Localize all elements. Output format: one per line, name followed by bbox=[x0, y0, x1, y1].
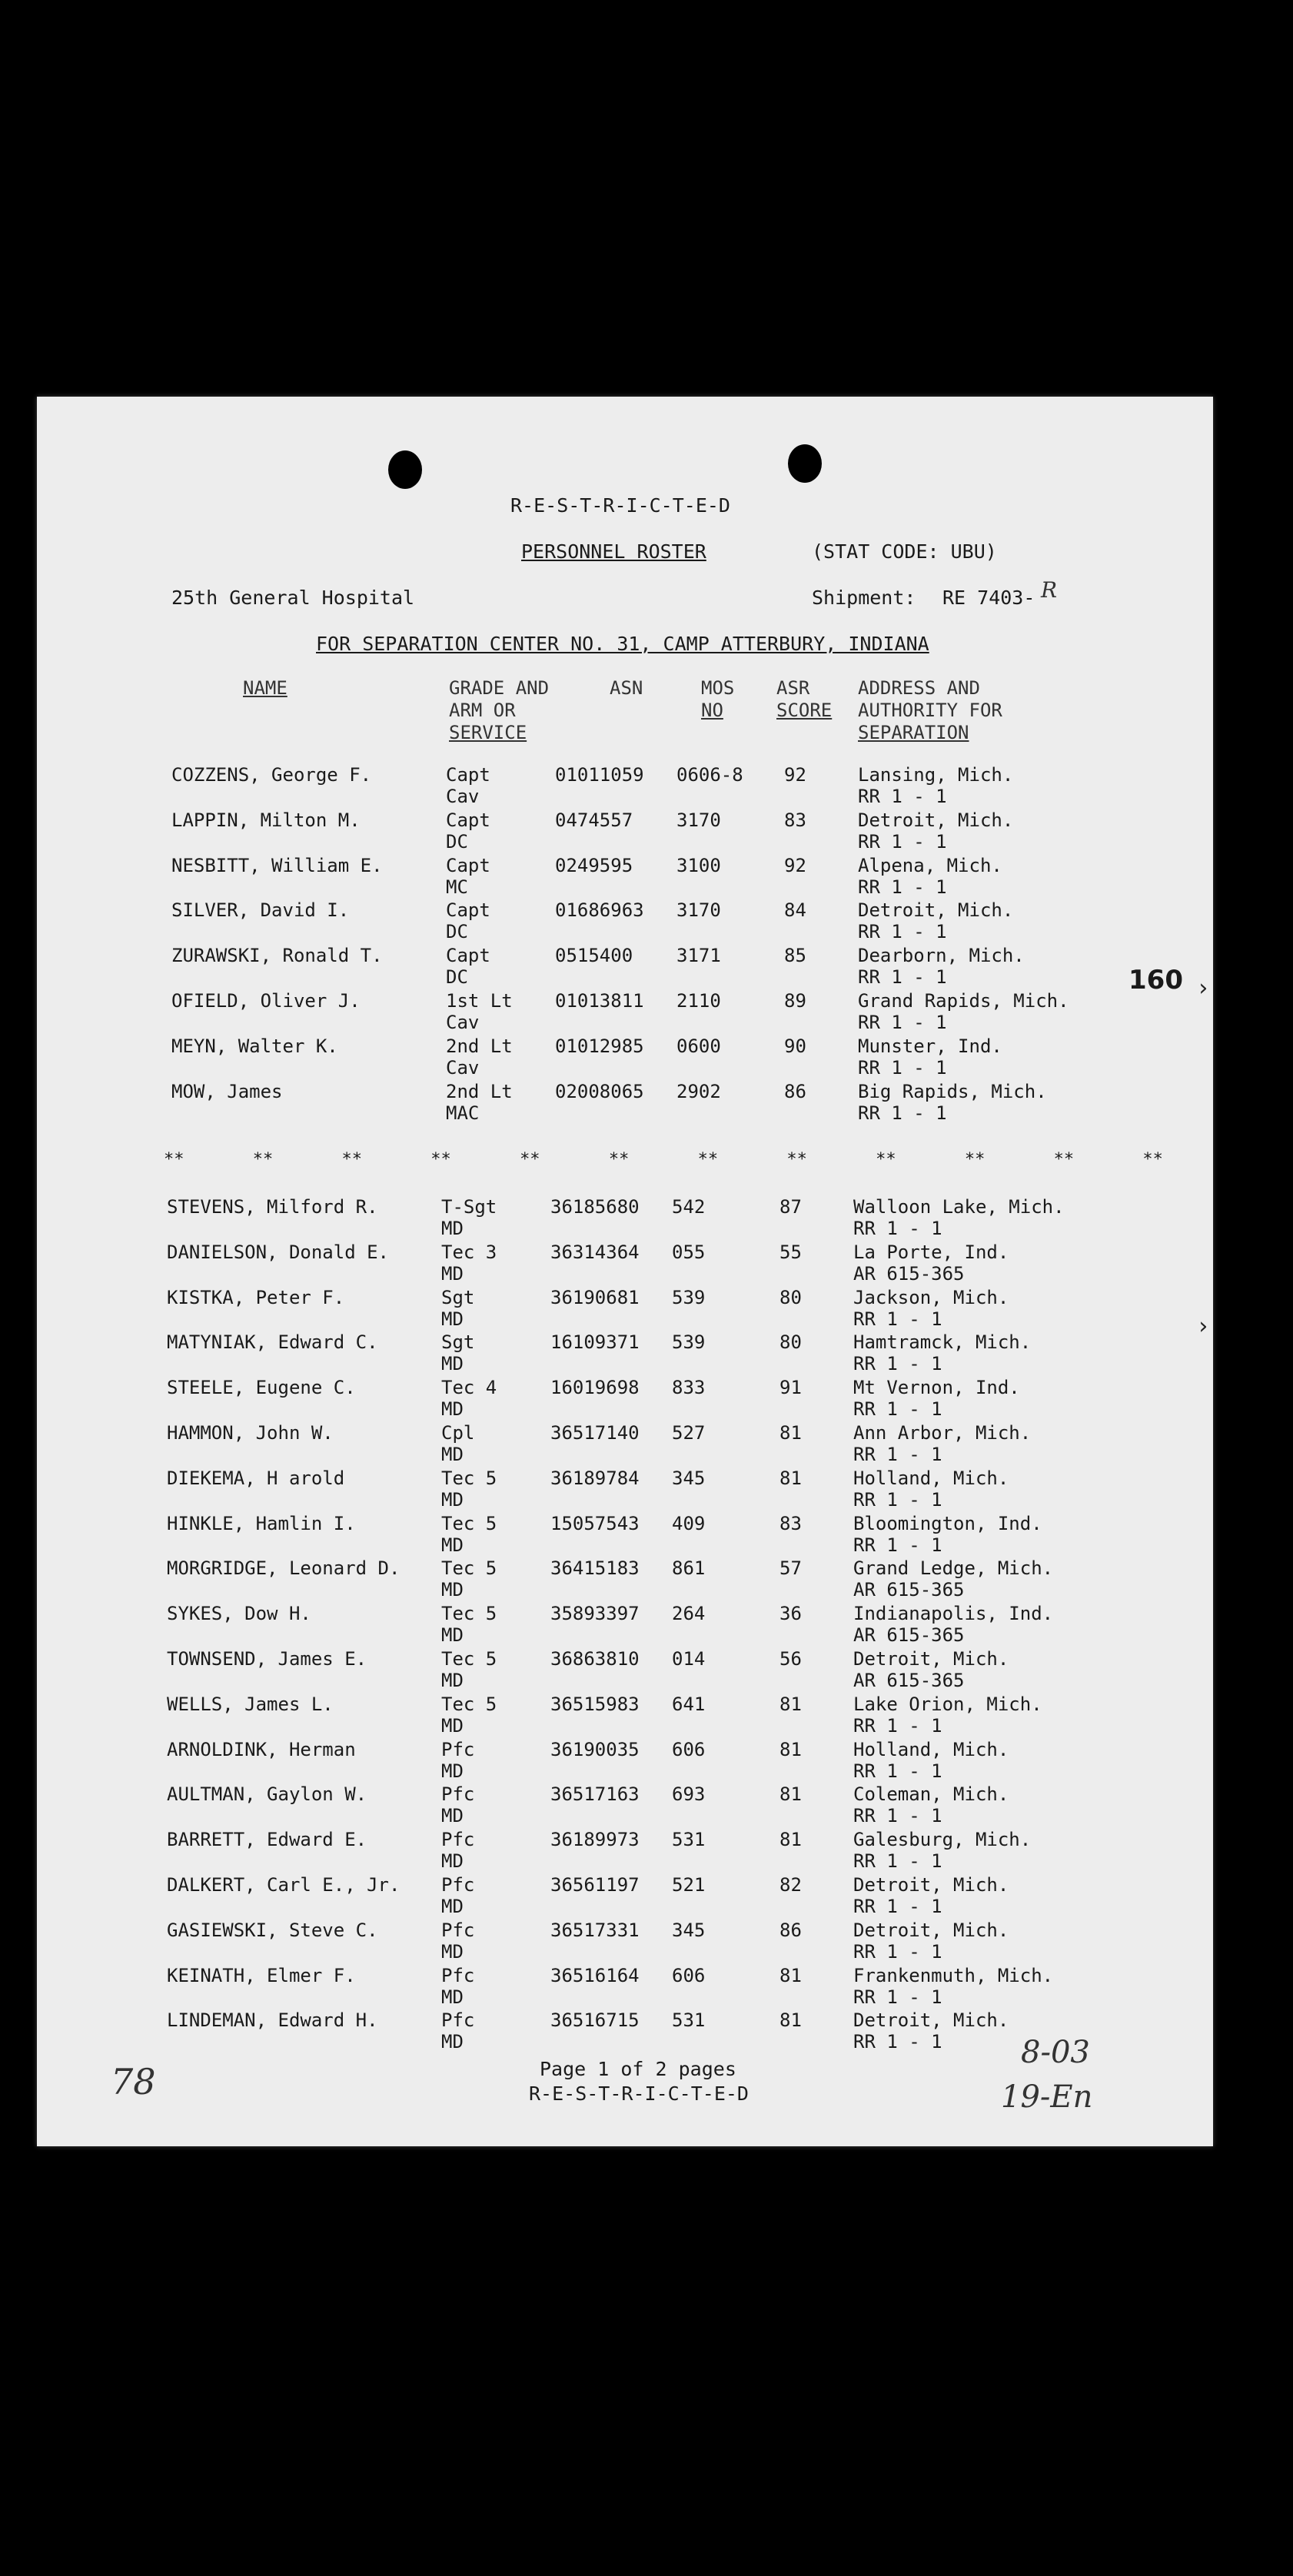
asn: 01011059 bbox=[555, 764, 644, 786]
roster-row bbox=[37, 990, 1213, 1033]
person-name: ZURAWSKI, Ronald T. bbox=[171, 945, 383, 967]
asn: 0515400 bbox=[555, 945, 633, 967]
handwritten-right-1: 8-03 bbox=[1021, 2035, 1090, 2070]
arm-of-service: MD bbox=[441, 1986, 464, 2008]
grade: Pfc bbox=[441, 2009, 475, 2032]
separator-mark: ** bbox=[341, 1150, 363, 1169]
asr-score: 92 bbox=[784, 854, 806, 876]
asr-score: 81 bbox=[779, 1829, 802, 1851]
separation-authority: RR 1 - 1 bbox=[858, 921, 947, 943]
mos-number: 531 bbox=[672, 1829, 706, 1851]
mos-number: 014 bbox=[672, 1648, 706, 1670]
asr-score: 86 bbox=[779, 1919, 802, 1941]
mos-number: 521 bbox=[672, 1874, 706, 1896]
grade: Tec 5 bbox=[441, 1467, 497, 1489]
asn: 0474557 bbox=[555, 809, 633, 831]
address: Grand Ledge, Mich. bbox=[853, 1557, 1054, 1580]
roster-row bbox=[37, 1829, 1213, 1872]
asn: 15057543 bbox=[550, 1512, 640, 1534]
arm-of-service: Cav bbox=[446, 786, 480, 807]
roster-row bbox=[37, 1035, 1213, 1079]
mos-number: 861 bbox=[672, 1557, 706, 1580]
asn: 36561197 bbox=[550, 1874, 640, 1896]
separator-mark: ** bbox=[964, 1150, 986, 1169]
col-mos-1: MOS bbox=[701, 677, 735, 699]
mos-number: 527 bbox=[672, 1422, 706, 1444]
separator-mark: ** bbox=[430, 1150, 451, 1169]
arm-of-service: Cav bbox=[446, 1056, 480, 1079]
asn: 0249595 bbox=[555, 854, 633, 876]
address: Holland, Mich. bbox=[853, 1738, 1009, 1760]
asn: 36189973 bbox=[550, 1829, 640, 1851]
grade: Pfc bbox=[441, 1874, 475, 1896]
grade: 2nd Lt bbox=[446, 1080, 513, 1102]
address: Galesburg, Mich. bbox=[853, 1829, 1032, 1851]
grade: Pfc bbox=[441, 1738, 475, 1760]
asr-score: 36 bbox=[779, 1603, 802, 1625]
person-name: STEELE, Eugene C. bbox=[167, 1377, 356, 1399]
person-name: MORGRIDGE, Leonard D. bbox=[167, 1557, 401, 1580]
arm-of-service: MD bbox=[441, 1534, 464, 1556]
mos-number: 345 bbox=[672, 1467, 706, 1489]
asr-score: 81 bbox=[779, 2009, 802, 2032]
person-name: KEINATH, Elmer F. bbox=[167, 1964, 356, 1986]
separation-authority: RR 1 - 1 bbox=[853, 1218, 942, 1239]
roster-row bbox=[37, 1603, 1213, 1646]
person-name: COZZENS, George F. bbox=[171, 764, 372, 786]
grade: Pfc bbox=[441, 1919, 475, 1941]
person-name: BARRETT, Edward E. bbox=[167, 1829, 367, 1851]
arm-of-service: MD bbox=[441, 1262, 464, 1285]
col-asr-2: SCORE bbox=[776, 700, 833, 721]
margin-number: 160 bbox=[1128, 965, 1183, 995]
address: Bloomington, Ind. bbox=[853, 1512, 1042, 1534]
asr-score: 55 bbox=[779, 1241, 802, 1263]
asn: 36517140 bbox=[550, 1422, 640, 1444]
asr-score: 81 bbox=[779, 1738, 802, 1760]
asr-score: 85 bbox=[784, 945, 806, 967]
col-addr-1: ADDRESS AND bbox=[858, 677, 980, 699]
address: Walloon Lake, Mich. bbox=[853, 1196, 1065, 1218]
address: Coleman, Mich. bbox=[853, 1783, 1009, 1806]
arm-of-service: MD bbox=[441, 1850, 464, 1873]
mos-number: 409 bbox=[672, 1512, 706, 1534]
separation-authority: RR 1 - 1 bbox=[853, 1308, 942, 1330]
arm-of-service: MD bbox=[441, 1624, 464, 1647]
asn: 36516715 bbox=[550, 2009, 640, 2032]
grade: Cpl bbox=[441, 1422, 475, 1444]
shipment-value: RE 7403- bbox=[942, 587, 1035, 609]
col-grade-1: GRADE AND bbox=[449, 677, 550, 699]
separator-mark: ** bbox=[1053, 1150, 1075, 1169]
asr-score: 80 bbox=[779, 1286, 802, 1308]
mos-number: 2902 bbox=[676, 1080, 721, 1102]
shipment-label: Shipment: bbox=[812, 587, 916, 609]
asn: 01686963 bbox=[555, 899, 644, 922]
address: Hamtramck, Mich. bbox=[853, 1331, 1032, 1354]
arm-of-service: MD bbox=[441, 1896, 464, 1917]
arm-of-service: MD bbox=[441, 1714, 464, 1737]
margin-tick: › bbox=[1196, 1313, 1211, 1340]
restricted-header: R-E-S-T-R-I-C-T-E-D bbox=[510, 494, 730, 517]
grade: 2nd Lt bbox=[446, 1035, 513, 1057]
person-name: NESBITT, William E. bbox=[171, 854, 383, 876]
asr-score: 92 bbox=[784, 764, 806, 786]
asr-score: 86 bbox=[784, 1080, 806, 1102]
roster-row bbox=[37, 855, 1213, 898]
asr-score: 80 bbox=[779, 1331, 802, 1354]
grade: Sgt bbox=[441, 1331, 475, 1354]
grade: Tec 4 bbox=[441, 1377, 497, 1399]
mos-number: 264 bbox=[672, 1603, 706, 1625]
separation-authority: RR 1 - 1 bbox=[858, 830, 947, 853]
arm-of-service: MD bbox=[441, 2031, 464, 2053]
asr-score: 83 bbox=[784, 809, 806, 831]
person-name: STEVENS, Milford R. bbox=[167, 1196, 378, 1218]
separation-authority: RR 1 - 1 bbox=[858, 1012, 947, 1033]
col-asr-1: ASR bbox=[776, 677, 810, 699]
asn: 36185680 bbox=[550, 1196, 640, 1218]
mos-number: 539 bbox=[672, 1286, 706, 1308]
person-name: KISTKA, Peter F. bbox=[167, 1286, 345, 1308]
person-name: DANIELSON, Donald E. bbox=[167, 1241, 389, 1263]
separation-authority: RR 1 - 1 bbox=[858, 966, 947, 989]
separation-authority: RR 1 - 1 bbox=[853, 1940, 942, 1963]
roster-row bbox=[37, 1081, 1213, 1124]
arm-of-service: MD bbox=[441, 1308, 464, 1330]
col-mos-2: NO bbox=[701, 700, 723, 721]
separation-authority: RR 1 - 1 bbox=[853, 1353, 942, 1375]
destination: FOR SEPARATION CENTER NO. 31, CAMP ATTERBURY, INDIANA bbox=[316, 633, 929, 655]
roster-row bbox=[37, 899, 1213, 942]
person-name: OFIELD, Oliver J. bbox=[171, 990, 361, 1012]
address: Detroit, Mich. bbox=[853, 1648, 1009, 1670]
separator-mark: ** bbox=[608, 1150, 630, 1169]
col-addr-3: SEPARATION bbox=[858, 722, 969, 743]
asn: 36189784 bbox=[550, 1467, 640, 1489]
mos-number: 693 bbox=[672, 1783, 706, 1806]
handwritten-left: 78 bbox=[111, 2061, 156, 2102]
address: Lake Orion, Mich. bbox=[853, 1693, 1042, 1715]
asn: 36314364 bbox=[550, 1241, 640, 1263]
asr-score: 83 bbox=[779, 1512, 802, 1534]
separation-authority: RR 1 - 1 bbox=[853, 1850, 942, 1873]
separator-mark: ** bbox=[252, 1150, 274, 1169]
asr-score: 84 bbox=[784, 899, 806, 922]
roster-row bbox=[37, 1331, 1213, 1374]
address: Jackson, Mich. bbox=[853, 1286, 1009, 1308]
address: La Porte, Ind. bbox=[853, 1241, 1009, 1263]
person-name: MATYNIAK, Edward C. bbox=[167, 1331, 378, 1354]
asr-score: 81 bbox=[779, 1422, 802, 1444]
restricted-footer: R-E-S-T-R-I-C-T-E-D bbox=[529, 2082, 749, 2105]
roster-row bbox=[37, 1648, 1213, 1691]
asn: 01013811 bbox=[555, 990, 644, 1012]
arm-of-service: MAC bbox=[446, 1102, 480, 1124]
asr-score: 82 bbox=[779, 1874, 802, 1896]
address: Detroit, Mich. bbox=[858, 809, 1014, 831]
person-name: ARNOLDINK, Herman bbox=[167, 1738, 356, 1760]
roster-row bbox=[37, 1287, 1213, 1330]
arm-of-service: DC bbox=[446, 921, 468, 943]
person-name: LINDEMAN, Edward H. bbox=[167, 2009, 378, 2032]
person-name: WELLS, James L. bbox=[167, 1693, 334, 1715]
asr-score: 57 bbox=[779, 1557, 802, 1580]
separation-authority: AR 615-365 bbox=[853, 1579, 965, 1601]
mos-number: 055 bbox=[672, 1241, 706, 1263]
mos-number: 345 bbox=[672, 1919, 706, 1941]
arm-of-service: MD bbox=[441, 1670, 464, 1691]
asn: 35893397 bbox=[550, 1603, 640, 1625]
address: Holland, Mich. bbox=[853, 1467, 1009, 1489]
grade: Tec 3 bbox=[441, 1241, 497, 1263]
separation-authority: RR 1 - 1 bbox=[858, 1102, 947, 1124]
stat-code: (STAT CODE: UBU) bbox=[812, 540, 997, 563]
col-asn: ASN bbox=[610, 677, 643, 699]
arm-of-service: MC bbox=[446, 876, 468, 898]
person-name: DALKERT, Carl E., Jr. bbox=[167, 1874, 401, 1896]
mos-number: 531 bbox=[672, 2009, 706, 2032]
roster-row bbox=[37, 1196, 1213, 1239]
person-name: DIEKEMA, H arold bbox=[167, 1467, 345, 1489]
grade: Tec 5 bbox=[441, 1603, 497, 1625]
separator-mark: ** bbox=[520, 1150, 540, 1169]
mos-number: 641 bbox=[672, 1693, 706, 1715]
asr-score: 81 bbox=[779, 1693, 802, 1715]
roster-row bbox=[37, 1739, 1213, 1782]
roster-row bbox=[37, 764, 1213, 807]
asn: 36517331 bbox=[550, 1919, 640, 1941]
separator-mark: ** bbox=[164, 1150, 184, 1169]
mos-number: 833 bbox=[672, 1377, 706, 1399]
asn: 36515983 bbox=[550, 1693, 640, 1715]
address: Ann Arbor, Mich. bbox=[853, 1422, 1032, 1444]
roster-row bbox=[37, 1241, 1213, 1285]
mos-number: 3171 bbox=[676, 945, 721, 967]
separation-authority: RR 1 - 1 bbox=[858, 1056, 947, 1079]
mos-number: 2110 bbox=[676, 990, 721, 1012]
separation-authority: RR 1 - 1 bbox=[853, 1488, 942, 1511]
arm-of-service: MD bbox=[441, 1940, 464, 1963]
separator-mark: ** bbox=[876, 1150, 896, 1169]
handwritten-right-2: 19-En bbox=[1001, 2079, 1093, 2115]
separation-authority: RR 1 - 1 bbox=[858, 876, 947, 898]
separation-authority: RR 1 - 1 bbox=[853, 1444, 942, 1465]
separation-authority: AR 615-365 bbox=[853, 1670, 965, 1691]
asr-score: 87 bbox=[779, 1196, 802, 1218]
arm-of-service: Cav bbox=[446, 1012, 480, 1033]
address: Detroit, Mich. bbox=[853, 1919, 1009, 1941]
roster-row bbox=[37, 1513, 1213, 1556]
arm-of-service: MD bbox=[441, 1398, 464, 1421]
grade: Capt bbox=[446, 945, 490, 967]
grade: Capt bbox=[446, 899, 490, 922]
asn: 16019698 bbox=[550, 1377, 640, 1399]
roster-page bbox=[37, 397, 1213, 2146]
col-addr-2: AUTHORITY FOR bbox=[858, 700, 1002, 721]
punch-hole bbox=[388, 450, 422, 489]
grade: Pfc bbox=[441, 1829, 475, 1851]
mos-number: 0606-8 bbox=[676, 764, 743, 786]
arm-of-service: MD bbox=[441, 1760, 464, 1782]
address: Munster, Ind. bbox=[858, 1035, 1002, 1057]
separation-authority: RR 1 - 1 bbox=[853, 1760, 942, 1782]
col-grade-2: ARM OR bbox=[449, 700, 516, 721]
grade: Pfc bbox=[441, 1783, 475, 1806]
roster-row bbox=[37, 1694, 1213, 1737]
person-name: HAMMON, John W. bbox=[167, 1422, 334, 1444]
roster-row bbox=[37, 1557, 1213, 1600]
asn: 36415183 bbox=[550, 1557, 640, 1580]
address: Dearborn, Mich. bbox=[858, 945, 1025, 967]
address: Detroit, Mich. bbox=[853, 2009, 1009, 2032]
page-number: Page 1 of 2 pages bbox=[540, 2058, 736, 2080]
arm-of-service: MD bbox=[441, 1579, 464, 1601]
asr-score: 91 bbox=[779, 1377, 802, 1399]
arm-of-service: DC bbox=[446, 966, 468, 989]
person-name: TOWNSEND, James E. bbox=[167, 1648, 367, 1670]
grade: Sgt bbox=[441, 1286, 475, 1308]
grade: Pfc bbox=[441, 1964, 475, 1986]
asn: 36863810 bbox=[550, 1648, 640, 1670]
asn: 36190681 bbox=[550, 1286, 640, 1308]
separator-mark: ** bbox=[697, 1150, 719, 1169]
asr-score: 56 bbox=[779, 1648, 802, 1670]
margin-tick: › bbox=[1196, 975, 1211, 1002]
separation-authority: RR 1 - 1 bbox=[853, 1398, 942, 1421]
grade: Capt bbox=[446, 809, 490, 831]
roster-row bbox=[37, 1377, 1213, 1420]
separation-authority: RR 1 - 1 bbox=[853, 1534, 942, 1556]
grade: Tec 5 bbox=[441, 1557, 497, 1580]
arm-of-service: MD bbox=[441, 1488, 464, 1511]
person-name: SILVER, David I. bbox=[171, 899, 350, 922]
person-name: AULTMAN, Gaylon W. bbox=[167, 1783, 367, 1806]
separator-mark: ** bbox=[786, 1150, 807, 1169]
grade: Capt bbox=[446, 764, 490, 786]
separation-authority: RR 1 - 1 bbox=[853, 1805, 942, 1827]
grade: 1st Lt bbox=[446, 990, 513, 1012]
address: Lansing, Mich. bbox=[858, 764, 1014, 786]
roster-row bbox=[37, 1874, 1213, 1917]
mos-number: 3100 bbox=[676, 854, 721, 876]
grade: T-Sgt bbox=[441, 1196, 497, 1218]
person-name: GASIEWSKI, Steve C. bbox=[167, 1919, 378, 1941]
punch-hole bbox=[788, 444, 822, 483]
arm-of-service: DC bbox=[446, 830, 468, 853]
separation-authority: RR 1 - 1 bbox=[853, 1896, 942, 1917]
grade: Capt bbox=[446, 854, 490, 876]
grade: Tec 5 bbox=[441, 1512, 497, 1534]
person-name: HINKLE, Hamlin I. bbox=[167, 1512, 356, 1534]
asn: 01012985 bbox=[555, 1035, 644, 1057]
mos-number: 3170 bbox=[676, 809, 721, 831]
mos-number: 0600 bbox=[676, 1035, 721, 1057]
roster-title: PERSONNEL ROSTER bbox=[521, 540, 706, 563]
person-name: SYKES, Dow H. bbox=[167, 1603, 311, 1625]
separator-mark: ** bbox=[1142, 1150, 1163, 1169]
separation-authority: AR 615-365 bbox=[853, 1262, 965, 1285]
asr-score: 90 bbox=[784, 1035, 806, 1057]
mos-number: 606 bbox=[672, 1738, 706, 1760]
separation-authority: RR 1 - 1 bbox=[853, 1714, 942, 1737]
asn: 02008065 bbox=[555, 1080, 644, 1102]
col-name: NAME bbox=[243, 677, 288, 699]
arm-of-service: MD bbox=[441, 1444, 464, 1465]
asn: 36517163 bbox=[550, 1783, 640, 1806]
asn: 36190035 bbox=[550, 1738, 640, 1760]
asr-score: 81 bbox=[779, 1467, 802, 1489]
grade: Tec 5 bbox=[441, 1648, 497, 1670]
mos-number: 3170 bbox=[676, 899, 721, 922]
address: Detroit, Mich. bbox=[853, 1874, 1009, 1896]
roster-row bbox=[37, 1467, 1213, 1511]
address: Detroit, Mich. bbox=[858, 899, 1014, 922]
address: Indianapolis, Ind. bbox=[853, 1603, 1054, 1625]
arm-of-service: MD bbox=[441, 1805, 464, 1827]
col-grade-3: SERVICE bbox=[449, 722, 527, 743]
mos-number: 542 bbox=[672, 1196, 706, 1218]
asr-score: 81 bbox=[779, 1964, 802, 1986]
asn: 36516164 bbox=[550, 1964, 640, 1986]
person-name: MOW, James bbox=[171, 1080, 283, 1102]
address: Frankenmuth, Mich. bbox=[853, 1964, 1054, 1986]
separation-authority: AR 615-365 bbox=[853, 1624, 965, 1647]
mos-number: 539 bbox=[672, 1331, 706, 1354]
separation-authority: RR 1 - 1 bbox=[853, 2031, 942, 2053]
asr-score: 89 bbox=[784, 990, 806, 1012]
roster-row bbox=[37, 1783, 1213, 1826]
separation-authority: RR 1 - 1 bbox=[853, 1986, 942, 2008]
separation-authority: RR 1 - 1 bbox=[858, 786, 947, 807]
grade: Tec 5 bbox=[441, 1693, 497, 1715]
person-name: MEYN, Walter K. bbox=[171, 1035, 338, 1057]
roster-row bbox=[37, 809, 1213, 853]
address: Big Rapids, Mich. bbox=[858, 1080, 1047, 1102]
asr-score: 81 bbox=[779, 1783, 802, 1806]
unit-name: 25th General Hospital bbox=[171, 587, 415, 609]
arm-of-service: MD bbox=[441, 1218, 464, 1239]
roster-row bbox=[37, 1965, 1213, 2008]
address: Mt Vernon, Ind. bbox=[853, 1377, 1020, 1399]
asn: 16109371 bbox=[550, 1331, 640, 1354]
arm-of-service: MD bbox=[441, 1353, 464, 1375]
roster-row bbox=[37, 1422, 1213, 1465]
shipment-handwritten: R bbox=[1041, 577, 1058, 603]
address: Alpena, Mich. bbox=[858, 854, 1002, 876]
section-separator bbox=[164, 1150, 1163, 1169]
mos-number: 606 bbox=[672, 1964, 706, 1986]
person-name: LAPPIN, Milton M. bbox=[171, 809, 361, 831]
roster-row bbox=[37, 945, 1213, 988]
address: Grand Rapids, Mich. bbox=[858, 990, 1069, 1012]
roster-row bbox=[37, 1920, 1213, 1963]
